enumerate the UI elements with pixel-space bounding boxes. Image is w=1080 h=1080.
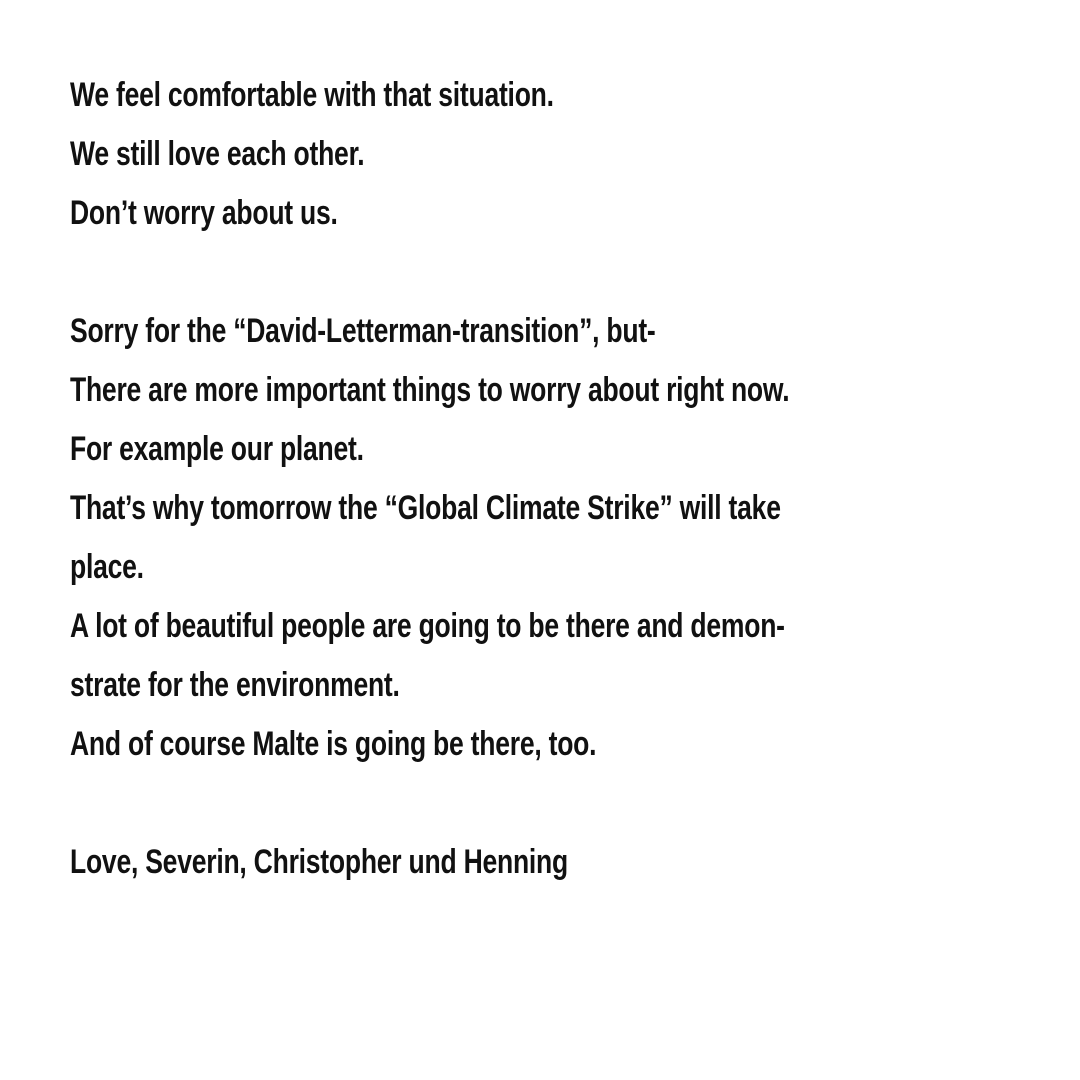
text-line: That’s why tomorrow the “Global Climate Strike” will take (70, 489, 781, 527)
text-line: place. (70, 548, 144, 586)
text-line: And of course Malte is going be there, too. (70, 725, 597, 763)
signature-line: Love, Severin, Christopher und Henning (70, 843, 568, 881)
paragraph-gap (70, 774, 819, 833)
text-line: Don’t worry about us. (70, 194, 338, 232)
text-line: Sorry for the “David-Letterman-transition”, but- (70, 312, 656, 350)
paragraph-gap (70, 243, 819, 302)
text-line: We feel comfortable with that situation. (70, 76, 554, 114)
text-line: A lot of beautiful people are going to be there and demon- (70, 607, 785, 645)
letter-text (70, 66, 819, 892)
text-line: There are more important things to worry about right now. (70, 371, 790, 409)
text-line: For example our planet. (70, 430, 364, 468)
text-line: We still love each other. (70, 135, 365, 173)
text-line: strate for the environment. (70, 666, 400, 704)
